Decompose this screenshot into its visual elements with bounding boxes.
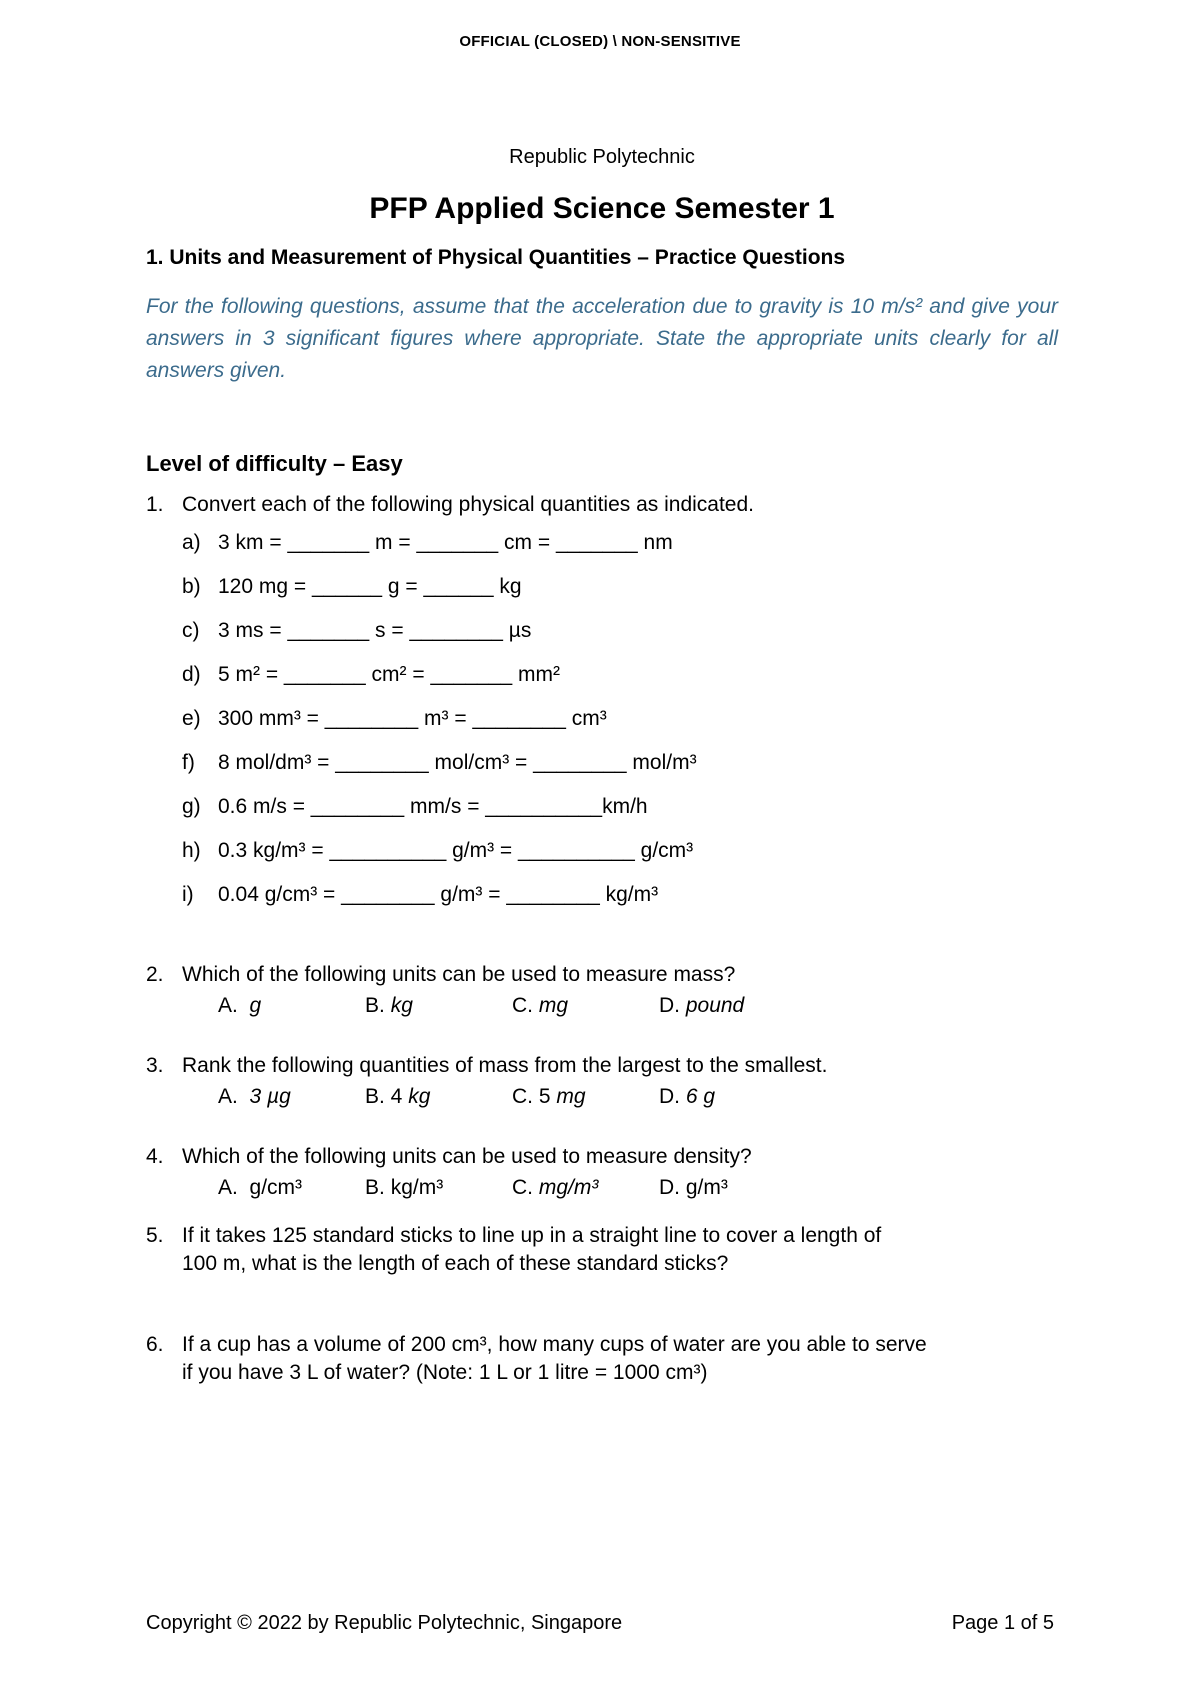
conversion-item-f	[182, 749, 1058, 793]
question-1	[146, 491, 1058, 519]
conversion-item-d	[182, 661, 1058, 705]
conversion-item-c	[182, 617, 1058, 661]
question-text-line-2: 100 m, what is the length of each of these standard sticks?	[182, 1252, 729, 1275]
option-label: D.	[659, 1085, 686, 1108]
item-label: h)	[182, 839, 201, 862]
item-expression: 0.3 kg/m³ = __________ g/m³ = __________ g/cm³	[218, 839, 694, 862]
question-number: 4.	[146, 1145, 164, 1168]
question-text-line-1: If it takes 125 standard sticks to line up in a straight line to cover a length of	[182, 1224, 882, 1247]
question-number: 2.	[146, 963, 164, 986]
option-d	[659, 992, 744, 1020]
option-label: C. 5	[512, 1085, 557, 1108]
option-label: B.	[365, 994, 391, 1017]
option-label: B.	[365, 1176, 391, 1199]
classification-header: OFFICIAL (CLOSED) \ NON-SENSITIVE	[459, 33, 741, 50]
option-b	[365, 1174, 443, 1202]
option-a	[218, 1083, 291, 1111]
item-label: e)	[182, 707, 201, 730]
copyright-notice: Copyright © 2022 by Republic Polytechnic, Singapore	[146, 1612, 623, 1634]
option-b	[365, 1083, 430, 1111]
option-value: mg	[538, 994, 569, 1017]
option-label: A.	[218, 1176, 250, 1199]
difficulty-heading: Level of difficulty – Easy	[146, 451, 403, 476]
option-c	[512, 992, 568, 1020]
option-value: mg	[556, 1085, 586, 1108]
option-value: 6 g	[685, 1085, 716, 1108]
question-3	[146, 1052, 1058, 1080]
option-value: g/m³	[685, 1176, 728, 1199]
question-number: 3.	[146, 1054, 164, 1077]
option-c	[512, 1174, 598, 1202]
answer-options	[218, 992, 1058, 1022]
item-label: i)	[182, 883, 194, 906]
item-expression: 0.04 g/cm³ = ________ g/m³ = ________ kg/m³	[218, 883, 659, 906]
option-a	[218, 1174, 302, 1202]
instructions: For the following questions, assume that the acceleration due to gravity is 10 m/s² and give your answers in 3 significant figures where appropriate. State the appropriate units clearly for all answers given.	[146, 295, 1058, 382]
option-value: kg/m³	[390, 1176, 444, 1199]
item-label: f)	[182, 751, 195, 774]
question-text: Rank the following quantities of mass from the largest to the smallest.	[182, 1054, 828, 1077]
item-expression: 0.6 m/s = ________ mm/s = __________km/h	[218, 795, 648, 818]
conversion-item-e	[182, 705, 1058, 749]
question-number: 5.	[146, 1224, 164, 1247]
option-value: pound	[685, 994, 745, 1017]
option-d	[659, 1083, 715, 1111]
option-c	[512, 1083, 586, 1111]
option-a	[218, 992, 261, 1020]
question-number: 6.	[146, 1333, 164, 1356]
conversion-item-b	[182, 573, 1058, 617]
option-label: C.	[512, 1176, 539, 1199]
option-d	[659, 1174, 728, 1202]
question-4	[146, 1143, 1058, 1171]
conversion-item-i	[182, 881, 1058, 925]
question-6	[146, 1331, 1058, 1387]
institution-name: Republic Polytechnic	[509, 146, 695, 168]
section-title: 1. Units and Measurement of Physical Quantities – Practice Questions	[146, 246, 846, 269]
question-text: Convert each of the following physical quantities as indicated.	[182, 493, 755, 516]
answer-options	[218, 1174, 1058, 1204]
document-body	[146, 146, 1058, 1387]
option-b	[365, 992, 413, 1020]
question-number: 1.	[146, 493, 164, 516]
item-expression: 5 m² = _______ cm² = _______ mm²	[218, 663, 561, 686]
question-2	[146, 961, 1058, 989]
conversion-item-a	[182, 529, 1058, 573]
option-value: mg/m³	[538, 1176, 599, 1199]
item-label: d)	[182, 663, 201, 686]
question-text-line-2: if you have 3 L of water? (Note: 1 L or 1 litre = 1000 cm³)	[182, 1361, 708, 1384]
item-label: c)	[182, 619, 200, 642]
option-value: g/cm³	[249, 1176, 303, 1199]
option-value: 3 µg	[249, 1085, 291, 1108]
option-value: g	[249, 994, 262, 1017]
item-expression: 3 km = _______ m = _______ cm = _______ nm	[218, 531, 673, 554]
item-label: b)	[182, 575, 201, 598]
option-label: D.	[659, 994, 686, 1017]
option-label: D.	[659, 1176, 686, 1199]
item-label: g)	[182, 795, 201, 818]
option-value: kg	[390, 994, 413, 1017]
item-expression: 8 mol/dm³ = ________ mol/cm³ = ________ mol/m³	[218, 751, 697, 774]
question-text: Which of the following units can be used to measure mass?	[182, 963, 736, 986]
option-label: C.	[512, 994, 539, 1017]
item-expression: 120 mg = ______ g = ______ kg	[218, 575, 522, 598]
option-label: A.	[218, 1085, 250, 1108]
option-label: B. 4	[365, 1085, 409, 1108]
item-label: a)	[182, 531, 201, 554]
question-5	[146, 1222, 1058, 1278]
option-value: kg	[408, 1085, 431, 1108]
conversion-item-h	[182, 837, 1058, 881]
conversion-item-g	[182, 793, 1058, 837]
question-text: Which of the following units can be used to measure density?	[182, 1145, 752, 1168]
page-number: Page 1 of 5	[951, 1612, 1054, 1634]
conversion-list	[182, 529, 1058, 925]
item-expression: 3 ms = _______ s = ________ µs	[218, 619, 532, 642]
document-title: PFP Applied Science Semester 1	[369, 192, 835, 225]
question-text-line-1: If a cup has a volume of 200 cm³, how many cups of water are you able to serve	[182, 1333, 927, 1356]
item-expression: 300 mm³ = ________ m³ = ________ cm³	[218, 707, 607, 730]
option-label: A.	[218, 994, 250, 1017]
answer-options	[218, 1083, 1058, 1113]
